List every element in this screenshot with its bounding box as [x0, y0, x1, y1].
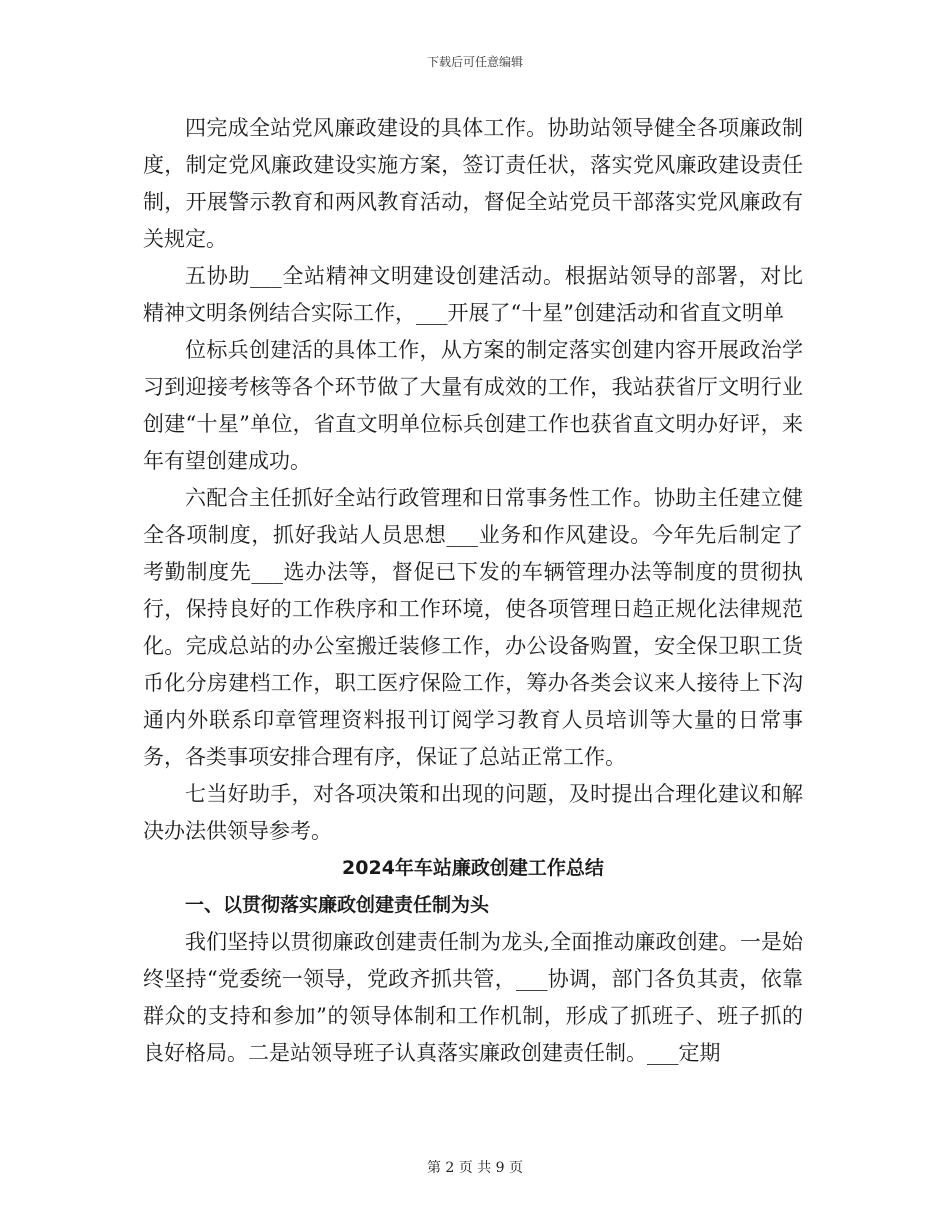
paragraph-5: 五协助___全站精神文明建设创建活动。根据站领导的部署，对比精神文明条例结合实际工作，___开展了“十星”创建活动和省直文明单 [143, 264, 803, 325]
page-number: 第 2 页 共 9 页 [426, 1160, 524, 1176]
document-body [143, 110, 803, 1072]
section-body-paragraph: 我们坚持以贯彻廉政创建责任制为龙头,全面推动廉政创建。一是始终坚持“党委统一领导，党政齐抓共管，___协调，部门各负其责，依靠群众的支持和参加”的领导体制和工作机制，形成了抓班子、班子抓的良好格局。二是站领导班子认真落实廉政创建责任制。___定期 [143, 930, 803, 1065]
paragraph-7: 七当好助手，对各项决策和出现的问题，及时提出合理化建议和解决办法供领导参考。 [143, 782, 803, 843]
paragraph-4: 四完成全站党风廉政建设的具体工作。协助站领导健全各项廉政制度，制定党风廉政建设实施方案，签订责任状，落实党风廉政建设责任制，开展警示教育和两风教育活动，督促全站党员干部落实党风廉政有关规定。 [143, 116, 803, 251]
section-title: 2024年车站廉政创建工作总结 [342, 857, 604, 879]
section-subheading: 一、以贯彻落实廉政创建责任制为头 [185, 894, 490, 916]
paragraph-6: 六配合主任抓好全站行政管理和日常事务性工作。协助主任建立健全各项制度，抓好我站人员思想___业务和作风建设。今年先后制定了考勤制度先___选办法等，督促已下发的车辆管理办法等制度的贯彻执行，保持良好的工作秩序和工作环境，使各项管理日趋正规化法律规范化。完成总站的办公室搬迁装修工作，办公设备购置，安全保卫职工货币化分房建档工作，职工医疗保险工作，筹办各类会议来人接待上下沟通内外联系印章管理资料报刊订阅学习教育人员培训等大量的日常事务，各类事项安排合理有序，保证了总站正常工作。 [143, 486, 803, 769]
paragraph-5-continued: 位标兵创建活的具体工作，从方案的制定落实创建内容开展政治学习到迎接考核等各个环节做了大量有成效的工作，我站获省厅文明行业创建“十星”单位，省直文明单位标兵创建工作也获省直文明办好评，来年有望创建成功。 [143, 338, 803, 473]
page-header-note: 下载后可任意编辑 [426, 55, 523, 69]
